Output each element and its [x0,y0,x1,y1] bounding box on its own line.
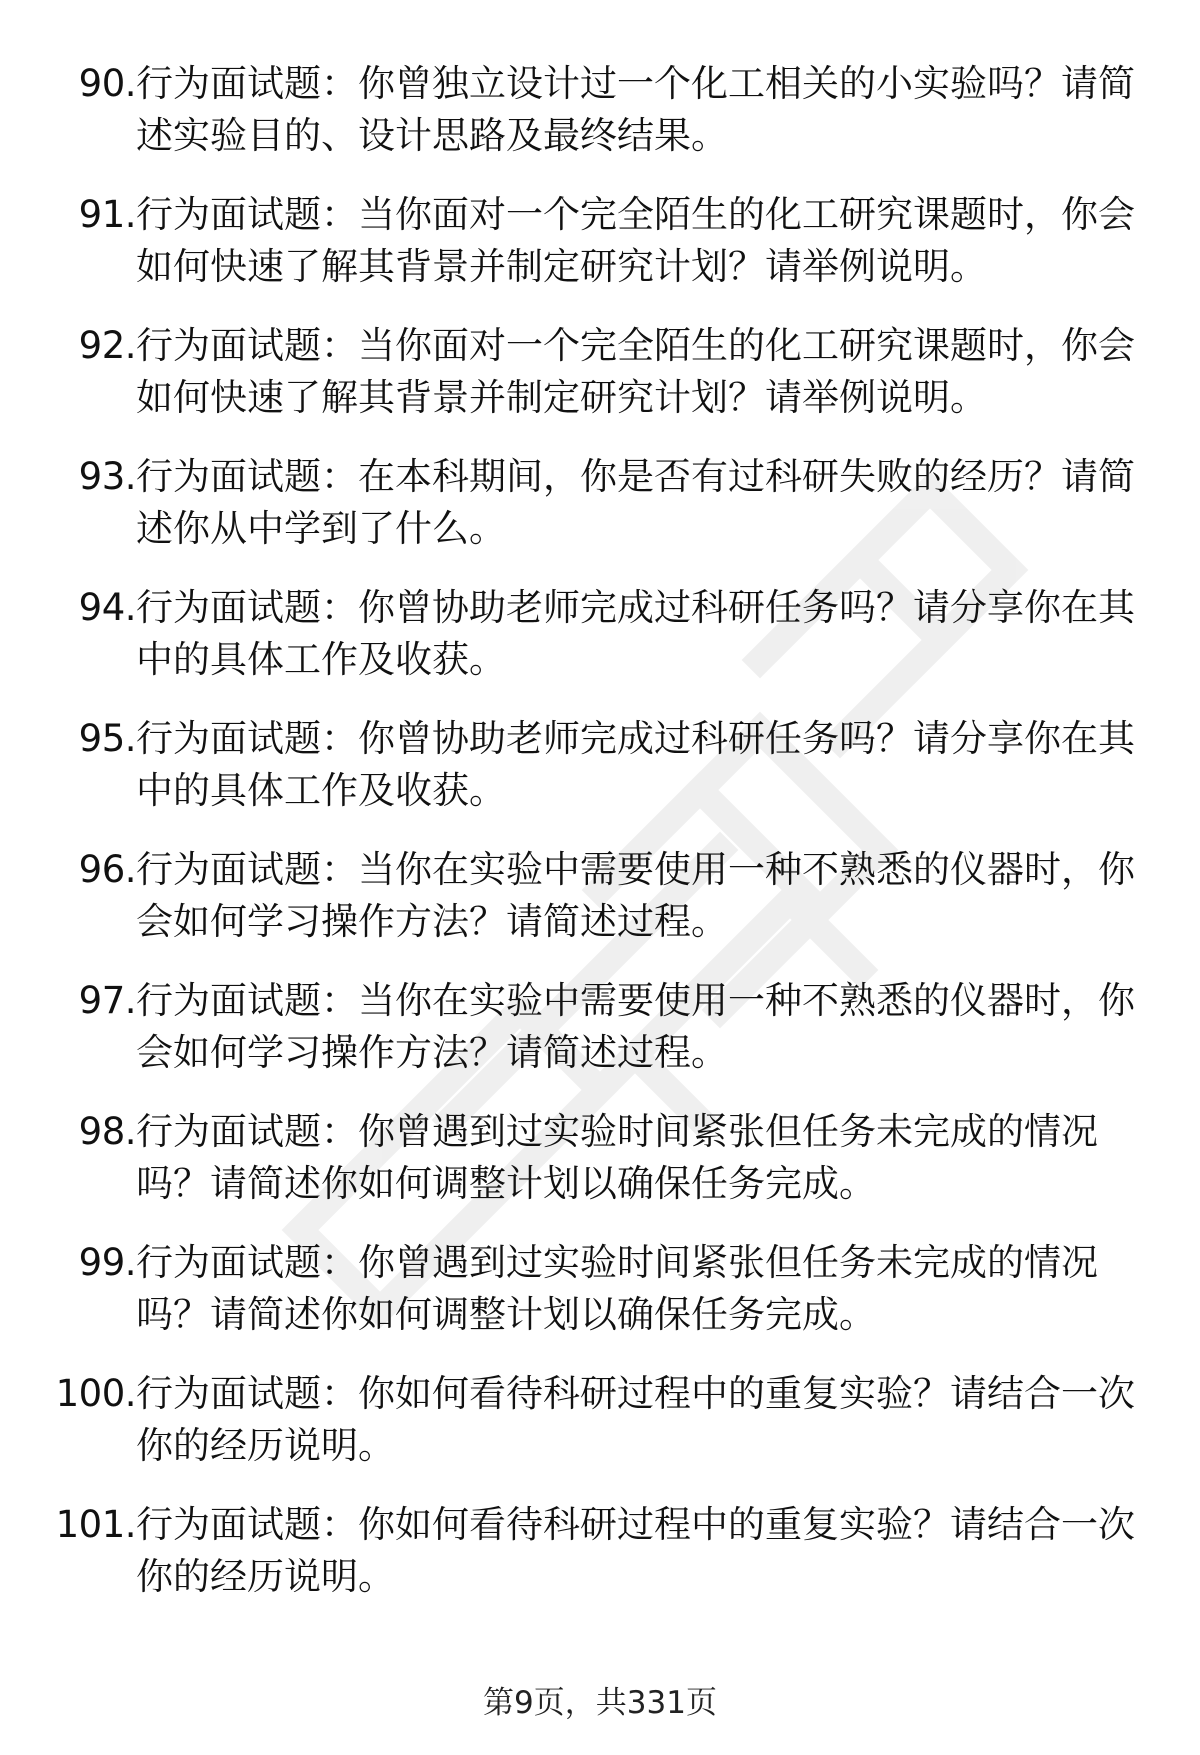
question-number: 101. [55,1503,136,1546]
question-number: 99. [78,1241,136,1284]
question-text: 行为面试题：当你面对一个完全陌生的化工研究课题时，你会如何快速了解其背景并制定研究计划？请举例说明。 [136,193,1135,288]
question-number: 98. [78,1110,136,1153]
question-item [0,582,1200,713]
question-number: 95. [78,717,136,760]
question-text: 行为面试题：你曾协助老师完成过科研任务吗？请分享你在其中的具体工作及收获。 [136,717,1135,812]
question-text: 行为面试题：当你在实验中需要使用一种不熟悉的仪器时，你会如何学习操作方法？请简述过程。 [136,848,1135,943]
question-number: 97. [78,979,136,1022]
question-text: 行为面试题：你曾遇到过实验时间紧张但任务未完成的情况吗？请简述你如何调整计划以确保任务完成。 [136,1110,1098,1205]
question-text: 行为面试题：你曾遇到过实验时间紧张但任务未完成的情况吗？请简述你如何调整计划以确保任务完成。 [136,1241,1098,1336]
question-text: 行为面试题：你如何看待科研过程中的重复实验？请结合一次你的经历说明。 [136,1503,1135,1598]
question-number: 92. [78,324,136,367]
question-item [0,1237,1200,1368]
question-text: 行为面试题：在本科期间，你是否有过科研失败的经历？请简述你从中学到了什么。 [136,455,1135,550]
question-item [0,844,1200,975]
question-item [0,451,1200,582]
question-item [0,1499,1200,1630]
page-footer: 第9页，共331页 [483,1685,717,1721]
question-item [0,320,1200,451]
question-text: 行为面试题：你曾独立设计过一个化工相关的小实验吗？请简述实验目的、设计思路及最终结果。 [136,62,1135,157]
question-list [0,58,1200,1630]
question-item [0,189,1200,320]
question-item [0,58,1200,189]
question-item [0,1106,1200,1237]
question-number: 96. [78,848,136,891]
question-number: 94. [78,586,136,629]
question-item [0,713,1200,844]
question-number: 100. [55,1372,136,1415]
question-item [0,975,1200,1106]
question-text: 行为面试题：你如何看待科研过程中的重复实验？请结合一次你的经历说明。 [136,1372,1135,1467]
question-text: 行为面试题：当你在实验中需要使用一种不熟悉的仪器时，你会如何学习操作方法？请简述过程。 [136,979,1135,1074]
question-item [0,1368,1200,1499]
question-number: 90. [78,62,136,105]
question-text: 行为面试题：你曾协助老师完成过科研任务吗？请分享你在其中的具体工作及收获。 [136,586,1135,681]
question-text: 行为面试题：当你面对一个完全陌生的化工研究课题时，你会如何快速了解其背景并制定研究计划？请举例说明。 [136,324,1135,419]
question-number: 93. [78,455,136,498]
question-number: 91. [78,193,136,236]
